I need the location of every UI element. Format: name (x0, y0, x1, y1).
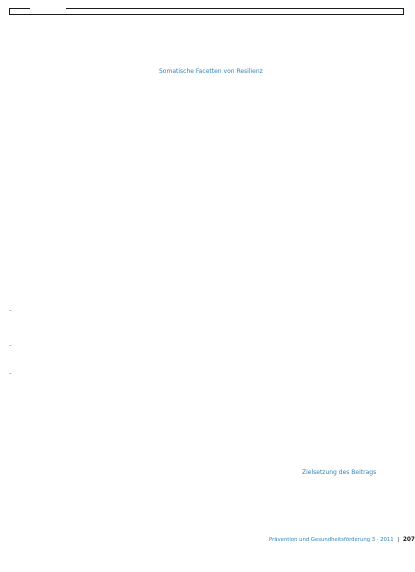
text-line (302, 530, 405, 537)
text-line (159, 93, 262, 100)
text-line (302, 47, 405, 54)
text-line (302, 442, 405, 449)
text-line (159, 191, 262, 198)
text-line (159, 199, 262, 206)
text-line (9, 139, 112, 146)
text-line (9, 502, 112, 509)
text-line (159, 114, 262, 121)
text-line (9, 315, 112, 322)
top-border-box (9, 8, 404, 15)
text-line (9, 273, 112, 280)
text-line (302, 428, 405, 435)
text-line (302, 509, 405, 516)
text-line (302, 502, 405, 509)
text-line (9, 417, 112, 424)
text-line (9, 407, 112, 414)
text-line (302, 104, 405, 111)
text-line (302, 174, 405, 181)
text-line (159, 431, 262, 438)
page-number: 207 (402, 537, 415, 543)
text-line (9, 445, 112, 452)
text-line (159, 255, 262, 262)
text-line (159, 79, 262, 86)
text-line (159, 417, 262, 424)
text-line (302, 167, 405, 174)
text-line (9, 75, 112, 82)
text-line (302, 266, 405, 273)
text-line (159, 368, 262, 375)
text-line (159, 297, 262, 304)
text-line (159, 480, 262, 487)
text-line (159, 332, 262, 339)
text-line (9, 329, 112, 336)
text-line (302, 54, 405, 61)
text-line (159, 227, 262, 234)
text-line (159, 135, 262, 142)
text-line (302, 139, 405, 146)
text-line (302, 435, 405, 442)
text-line (302, 118, 405, 125)
text-line (9, 473, 112, 480)
text-line (9, 287, 112, 294)
text-line (9, 357, 112, 364)
text-line (302, 111, 405, 118)
text-line (9, 125, 112, 132)
text-line (302, 407, 405, 414)
text-line (9, 237, 112, 244)
text-line (159, 339, 262, 346)
text-line (159, 206, 262, 213)
text-line (302, 449, 405, 456)
text-line (9, 350, 112, 357)
text-line (159, 213, 262, 220)
list-item (9, 371, 112, 378)
text-line (9, 146, 112, 153)
text-line (159, 502, 262, 509)
text-line (9, 174, 112, 181)
text-line (9, 392, 112, 399)
text-line (9, 47, 112, 54)
text-line (9, 364, 112, 371)
text-line (302, 33, 405, 40)
text-line (159, 389, 262, 396)
text-line (302, 125, 405, 132)
text-line (9, 530, 112, 537)
text-line (302, 487, 405, 494)
text-line (9, 537, 112, 544)
text-line (159, 26, 262, 33)
text-line (9, 544, 112, 551)
text-line (159, 551, 262, 558)
text-line (159, 318, 262, 325)
text-line (159, 487, 262, 494)
text-line (9, 104, 112, 111)
text-line (9, 61, 112, 68)
text-line (302, 385, 405, 392)
text-line (9, 96, 112, 103)
text-line (159, 248, 262, 255)
text-line (9, 160, 112, 167)
text-line (159, 452, 262, 459)
text-line (159, 311, 262, 318)
text-line (159, 382, 262, 389)
text-line (9, 209, 112, 216)
text-line (159, 438, 262, 445)
text-line (159, 410, 262, 417)
text-line (159, 40, 262, 47)
text-line (159, 149, 262, 156)
text-line (9, 322, 112, 329)
text-line (302, 516, 405, 523)
text-line (302, 146, 405, 153)
text-line (302, 75, 405, 82)
text-line (302, 82, 405, 89)
text-line (9, 195, 112, 202)
text-line (302, 399, 405, 406)
text-line (302, 336, 405, 343)
text-column-middle (159, 26, 262, 558)
text-line (302, 68, 405, 75)
text-line (302, 322, 405, 329)
text-line (302, 480, 405, 487)
text-line (159, 121, 262, 128)
text-line (159, 47, 262, 54)
text-line (159, 403, 262, 410)
text-line (9, 259, 112, 266)
text-line (302, 329, 405, 336)
text-line (302, 343, 405, 350)
text-line (9, 111, 112, 118)
section-heading: Somatische Facetten von Resilienz (159, 67, 263, 75)
text-line (9, 481, 112, 488)
text-line (159, 177, 262, 184)
text-line (9, 551, 112, 558)
text-line (159, 466, 262, 473)
text-line (9, 452, 112, 459)
text-line (302, 89, 405, 96)
text-line (159, 325, 262, 332)
text-line (159, 445, 262, 452)
top-border-gap (30, 8, 66, 12)
text-line (302, 280, 405, 287)
text-line (159, 283, 262, 290)
text-line (159, 424, 262, 431)
text-line (302, 364, 405, 371)
text-line (159, 163, 262, 170)
text-line (9, 266, 112, 273)
text-line (302, 421, 405, 428)
text-line (302, 132, 405, 139)
text-line (9, 153, 112, 160)
text-line (159, 361, 262, 368)
text-line (9, 466, 112, 473)
text-line (302, 181, 405, 188)
text-line (302, 216, 405, 223)
text-line (302, 495, 405, 502)
text-line (159, 375, 262, 382)
text-line (159, 54, 262, 61)
text-line (9, 202, 112, 209)
text-line (159, 128, 262, 135)
text-line (159, 530, 262, 537)
text-line (9, 424, 112, 431)
text-line (159, 241, 262, 248)
text-line (302, 209, 405, 216)
text-line (9, 167, 112, 174)
text-line (159, 107, 262, 114)
text-line (9, 495, 112, 502)
text-line (9, 378, 112, 385)
text-line (302, 350, 405, 357)
text-line (9, 118, 112, 125)
text-line (159, 262, 262, 269)
text-line (302, 544, 405, 551)
list-item (9, 343, 112, 350)
text-line (9, 565, 112, 572)
list-item (9, 308, 112, 315)
text-line (159, 234, 262, 241)
text-line (9, 294, 112, 301)
section-heading: Zielsetzung des Beitrags (302, 469, 377, 477)
text-line (302, 371, 405, 378)
text-line (9, 488, 112, 495)
text-line (302, 237, 405, 244)
text-line (9, 301, 112, 308)
text-line (302, 252, 405, 259)
footer-journal: Prävention und Gesundheitsförderung 3 · 2011 (269, 537, 394, 543)
text-column-left (9, 26, 112, 572)
text-line (302, 230, 405, 237)
text-line (302, 287, 405, 294)
text-line (302, 96, 405, 103)
text-line (302, 456, 405, 463)
text-line (9, 188, 112, 195)
paragraph-gap (159, 61, 262, 65)
text-line (302, 244, 405, 251)
text-line (159, 276, 262, 283)
text-line (302, 308, 405, 315)
text-line (159, 495, 262, 502)
text-line (159, 347, 262, 354)
text-line (9, 54, 112, 61)
text-line (159, 220, 262, 227)
text-line (159, 170, 262, 177)
text-line (159, 142, 262, 149)
text-line (9, 399, 112, 406)
text-line (9, 82, 112, 89)
text-line (159, 396, 262, 403)
text-line (9, 68, 112, 75)
text-line (9, 509, 112, 516)
text-line (159, 516, 262, 523)
text-line (9, 230, 112, 237)
text-line (9, 280, 112, 287)
text-line (9, 558, 112, 565)
text-line (302, 357, 405, 364)
text-line (159, 354, 262, 361)
text-line (302, 223, 405, 230)
text-line (9, 385, 112, 392)
text-line (302, 301, 405, 308)
text-line (9, 252, 112, 259)
text-line (159, 544, 262, 551)
text-line (159, 290, 262, 297)
text-line (302, 523, 405, 530)
text-line (9, 216, 112, 223)
text-line (9, 181, 112, 188)
text-line (159, 304, 262, 311)
text-line (9, 132, 112, 139)
text-line (302, 40, 405, 47)
text-line (159, 537, 262, 544)
text-line (302, 153, 405, 160)
text-line (302, 315, 405, 322)
text-line (9, 26, 112, 33)
text-line (302, 378, 405, 385)
text-line (302, 414, 405, 421)
text-line (159, 473, 262, 480)
text-line (302, 259, 405, 266)
text-line (9, 223, 112, 230)
text-line (302, 273, 405, 280)
text-line (159, 184, 262, 191)
text-line (159, 509, 262, 516)
text-line (159, 86, 262, 93)
text-line (159, 33, 262, 40)
text-line (9, 33, 112, 40)
text-line (9, 89, 112, 96)
text-line (159, 523, 262, 530)
text-line (302, 294, 405, 301)
text-line (9, 431, 112, 438)
text-line (9, 516, 112, 523)
text-line (159, 269, 262, 276)
paragraph-gap (302, 463, 405, 467)
text-line (302, 195, 405, 202)
text-line (302, 160, 405, 167)
text-line (9, 336, 112, 343)
text-line (302, 202, 405, 209)
text-line (302, 392, 405, 399)
text-line (159, 156, 262, 163)
text-line (302, 188, 405, 195)
text-line (159, 459, 262, 466)
text-line (302, 61, 405, 68)
text-line (159, 100, 262, 107)
footer-separator: | (397, 537, 400, 543)
text-line (9, 438, 112, 445)
text-line (9, 244, 112, 251)
text-column-right (302, 26, 405, 551)
text-line (9, 40, 112, 47)
text-line (302, 26, 405, 33)
page-footer (269, 537, 415, 543)
text-line (9, 523, 112, 530)
text-line (9, 459, 112, 466)
